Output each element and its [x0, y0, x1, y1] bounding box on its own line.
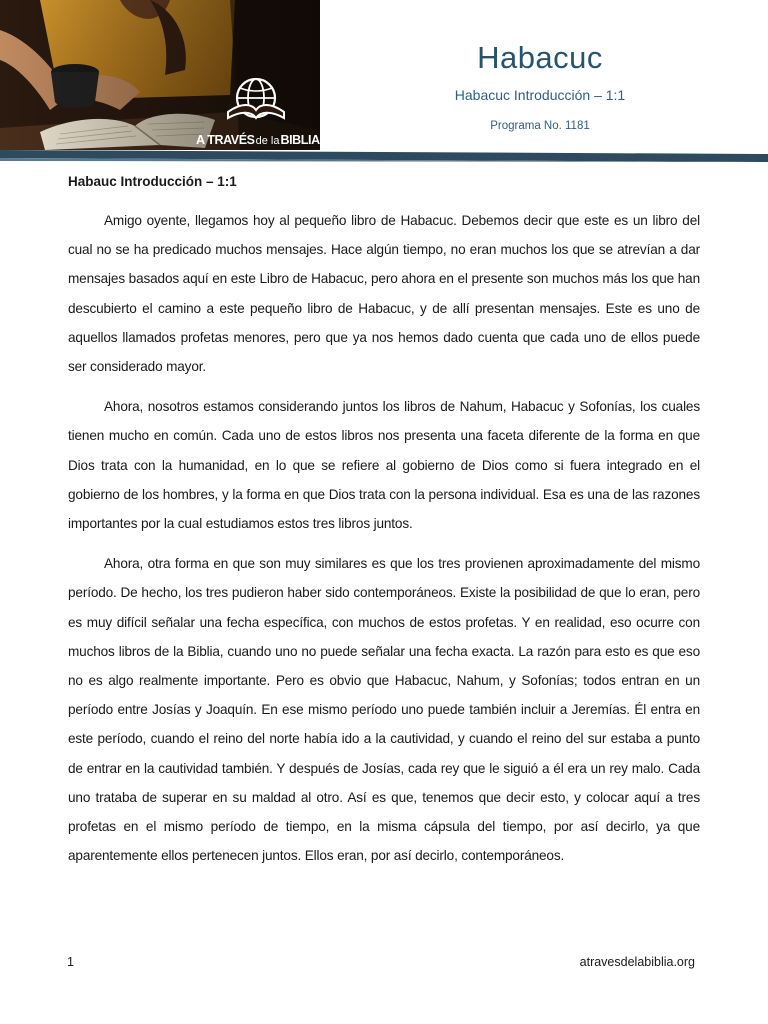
document-body — [68, 172, 700, 881]
header-divider-band — [0, 150, 768, 162]
page-subtitle: Habacuc Introducción – 1:1 — [454, 87, 626, 103]
paragraph-1: Amigo oyente, llegamos hoy al pequeño libro de Habacuc. Debemos decir que este es un libro del cual no se ha predicado muchos mensajes. Hace algún tiempo, no eran muchos los que se atrevían a dar mensajes basados aquí en este Libro de Habacuc, pero ahora en el presente son muchos más los que han descubierto el camino a este pequeño libro de Habacuc, y de allí presentan mensajes. Este es uno de aquellos llamados profetas menores, pero que ya nos hemos dado cuenta que cada uno de ellos puede ser considerado mayor. — [68, 213, 700, 375]
logo-wordmark-part3: BIBLIA — [280, 133, 320, 147]
page-header — [0, 0, 768, 162]
logo-wordmark-part1: A TRAVÉS — [196, 133, 255, 147]
page-number: 1 — [67, 955, 74, 969]
paragraph-2: Ahora, nosotros estamos considerando juntos los libros de Nahum, Habacuc y Sofonías, los cuales tienen mucho en común. Cada uno de estos libros nos presenta una faceta diferente de la forma en que Dios trata con la humanidad, en lo que se refiere al gobierno de Dios como si fuera integrado en el gobierno de los hombres, y la forma en que Dios trata con la persona individual. Esa es una de las razones importantes por la cual estudiamos estos tres libros juntos. — [68, 399, 700, 532]
hero-photo-illustration — [0, 0, 320, 150]
logo-wordmark-part2: de la — [255, 135, 280, 147]
paragraph-3: Ahora, otra forma en que son muy similares es que los tres provienen aproximadamente del mismo período. De hecho, los tres pudieron haber sido contemporáneos. Existe la posibilidad de que lo eran, pero es muy difícil señalar una fecha específica, con muchos de estos profetas. Y en realidad, eso ocurre con muchos libros de la Biblia, cuando uno no puede señalar una fecha exacta. La razón para esto es que eso no es algo realmente importante. Pero es obvio que Habacuc, Nahum, y Sofonías; todos entran en un período entre Josías y Joaquín. En ese mismo período uno puede también incluir a Jeremías. Él entra en este período, cuando el reino del norte había ido a la cautividad, y cuando el reino del sur estaba a punto de entrar en la cautividad también. Y después de Josías, cada rey que le siguió a él era un rey malo. Cada uno trataba de superar en su maldad al otro. Así es que, tenemos que decir esto, y colocar aquí a tres profetas en el mismo período de tiempo, en la misma cápsula del tiempo, por así decirlo, ya que aparentemente ellos pertenecen juntos. Ellos eran, por así decirlo, contemporáneos. — [68, 556, 700, 864]
title-block — [320, 0, 760, 150]
section-heading: Habauc Introducción – 1:1 — [68, 174, 237, 189]
program-number: Programa No. 1181 — [490, 120, 590, 132]
page-title: Habacuc — [477, 40, 603, 75]
website-link[interactable]: atravesdelabiblia.org — [579, 955, 695, 969]
hero-image — [0, 0, 320, 150]
logo-wordmark — [196, 132, 318, 148]
